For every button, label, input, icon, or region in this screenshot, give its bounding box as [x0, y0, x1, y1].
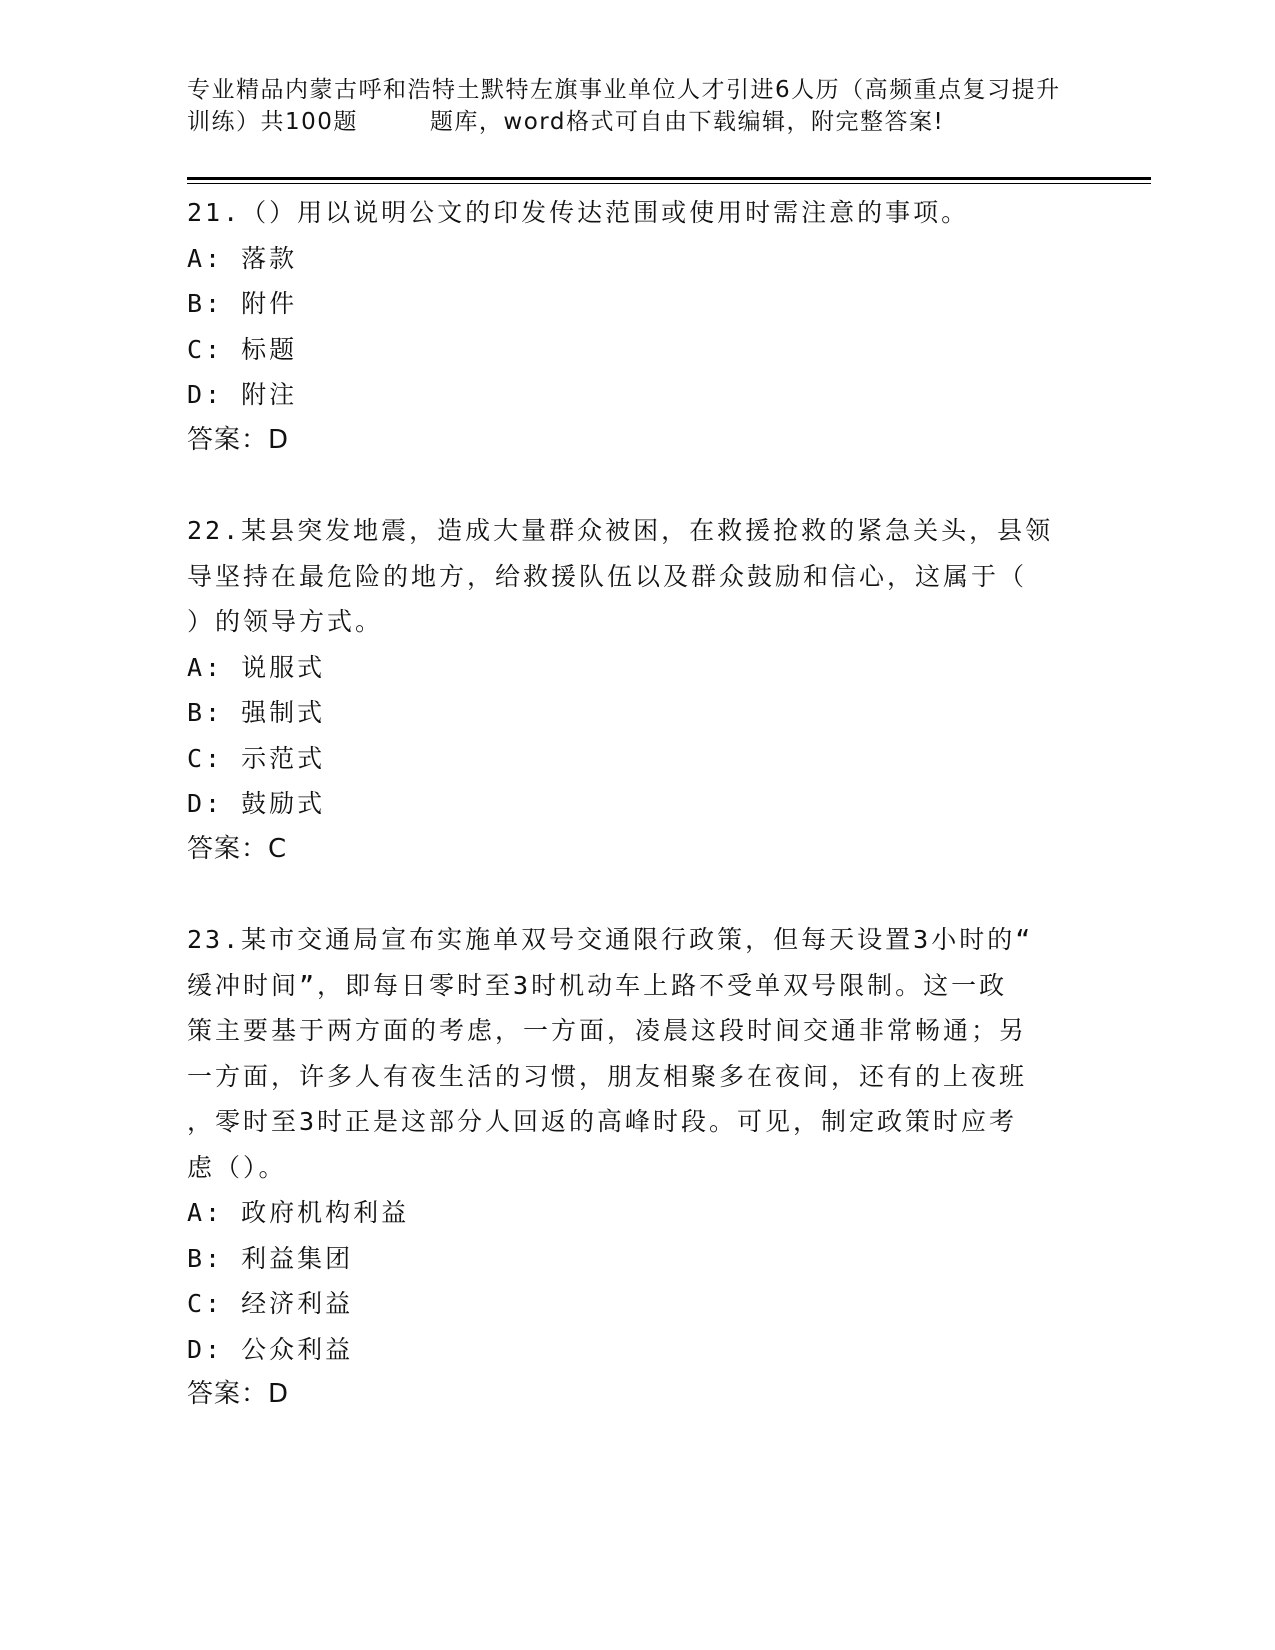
stem-line: 缓冲时间”，即每日零时至3时机动车上路不受单双号限制。这一政: [187, 970, 1008, 1000]
header-divider-thin: [187, 183, 1151, 184]
option-c: C: 示范式: [187, 743, 326, 773]
option-d: D: 鼓励式: [187, 789, 326, 818]
stem-line: 策主要基于两方面的考虑，一方面，凌晨这段时间交通非常畅通；另: [187, 1016, 1028, 1045]
question-stem: [187, 917, 1087, 1190]
question-stem: [187, 190, 1087, 236]
answer-label: 答案：C: [187, 833, 288, 864]
stem-line: 导坚持在最危险的地方，给救援队伍以及群众鼓励和信心，这属于（: [187, 561, 1028, 591]
option-a: A: 政府机构利益: [187, 1198, 410, 1227]
option-c: C: 经济利益: [187, 1289, 354, 1318]
question-list: [187, 190, 1087, 1463]
stem-line: 21.（）用以说明公文的印发传达范围或使用时需注意的事项。: [187, 198, 970, 227]
header-line-2-part-b: 题库，word格式可自由下载编辑，附完整答案!: [429, 109, 945, 135]
option-c: C: 标题: [187, 334, 298, 364]
header-line-2: [187, 106, 1087, 138]
stem-line: 22.某县突发地震，造成大量群众被困，在救援抢救的紧急关头，县领: [187, 516, 1054, 545]
stem-line: 一方面，许多人有夜生活的习惯，朋友相聚多在夜间，还有的上夜班: [187, 1061, 1028, 1091]
header-divider-thick: [187, 177, 1151, 180]
option-b: B: 强制式: [187, 698, 326, 727]
stem-line: 虑（）。: [187, 1152, 287, 1182]
question-23: [187, 917, 1087, 1418]
header-line-2-part-a: 训练）共100题: [187, 109, 358, 135]
stem-line: 23.某市交通局宣布实施单双号交通限行政策，但每天设置3小时的“: [187, 925, 1034, 954]
header-line-1: 专业精品内蒙古呼和浩特土默特左旗事业单位人才引进6人历（高频重点复习提升: [187, 77, 1061, 103]
option-d: D: 附注: [187, 380, 298, 409]
option-d: D: 公众利益: [187, 1334, 354, 1364]
stem-line: ，零时至3时正是这部分人回返的高峰时段。可见，制定政策时应考: [187, 1107, 1018, 1136]
document-header: [187, 74, 1087, 138]
question-22: [187, 508, 1087, 872]
option-b: B: 附件: [187, 289, 298, 318]
answer-label: 答案：D: [187, 424, 290, 455]
stem-line: ）的领导方式。: [187, 607, 384, 636]
option-b: B: 利益集团: [187, 1243, 354, 1273]
question-21: [187, 190, 1087, 463]
option-a: A: 落款: [187, 243, 298, 273]
answer-label: 答案：D: [187, 1379, 290, 1409]
option-a: A: 说服式: [187, 652, 326, 682]
question-stem: [187, 508, 1087, 645]
